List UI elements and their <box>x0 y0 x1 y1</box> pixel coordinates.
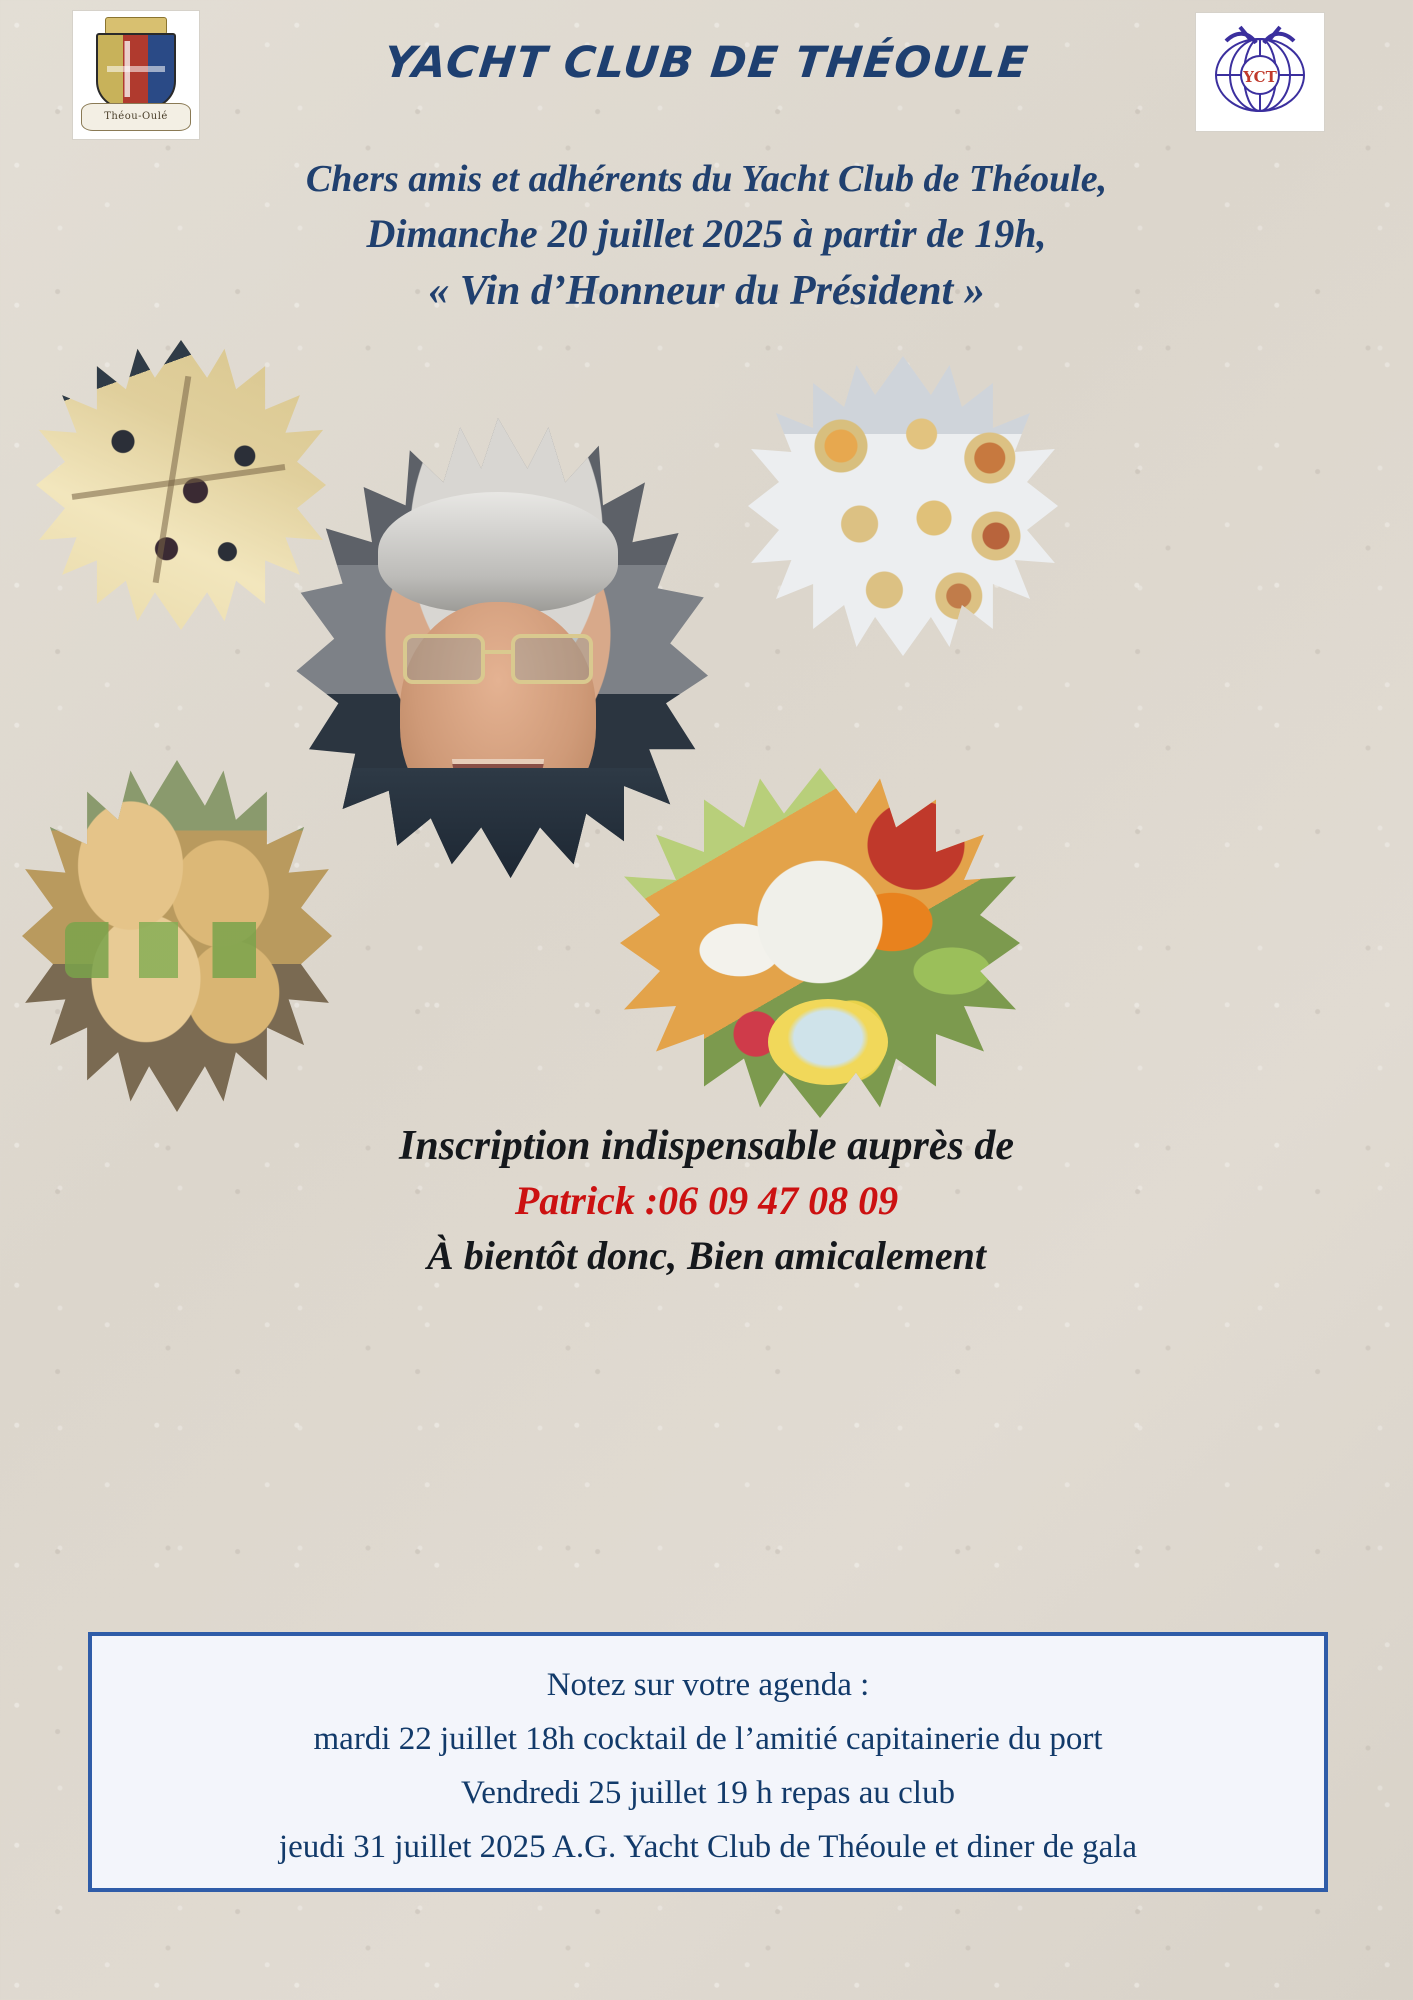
agenda-item: Vendredi 25 juillet 19 h repas au club <box>461 1775 955 1811</box>
intro-line-2: Dimanche 20 juillet 2025 à partir de 19h, <box>366 211 1047 256</box>
sandwiches-photo <box>22 760 332 1112</box>
crudites-photo <box>620 768 1020 1118</box>
intro-line-1: Chers amis et adhérents du Yacht Club de Théoule, <box>305 158 1108 200</box>
invitation-intro <box>0 152 1413 320</box>
signup-block <box>0 1118 1413 1284</box>
glasses-icon <box>403 634 593 678</box>
signup-instruction: Inscription indispensable auprès de <box>399 1123 1014 1169</box>
agenda-item: mardi 22 juillet 18h cocktail de l’amitié capitainerie du port <box>313 1721 1103 1757</box>
tarte-cut-horizontal <box>71 464 284 500</box>
logo-monogram: YCT <box>1243 68 1277 86</box>
agenda-box <box>88 1632 1328 1892</box>
sandwich-salad-layer <box>65 922 282 978</box>
president-portrait <box>288 418 708 878</box>
agenda-heading: Notez sur votre agenda : <box>546 1667 870 1703</box>
intro-line-3: « Vin d’Honneur du Président » <box>428 268 985 314</box>
glasses-bridge <box>481 650 515 654</box>
vols-au-vent-photo <box>748 356 1058 656</box>
tarte-photo <box>36 340 326 630</box>
page-title: YACHT CLUB DE THÉOULE <box>381 38 1032 88</box>
crudites-dip-bowl <box>768 999 888 1085</box>
crest-ribbon-label: Théou-Oulé <box>81 103 191 131</box>
closing-greeting: À bientôt donc, Bien amicalement <box>427 1233 986 1278</box>
contact-phone[interactable]: Patrick :06 09 47 08 09 <box>514 1178 899 1223</box>
yct-logo <box>1195 12 1325 132</box>
agenda-item: jeudi 31 juillet 2025 A.G. Yacht Club de Théoule et diner de gala <box>278 1829 1138 1865</box>
glasses-left-lens <box>403 634 485 684</box>
portrait-hair <box>378 492 618 612</box>
glasses-right-lens <box>511 634 593 684</box>
portrait-shirt <box>288 768 708 878</box>
